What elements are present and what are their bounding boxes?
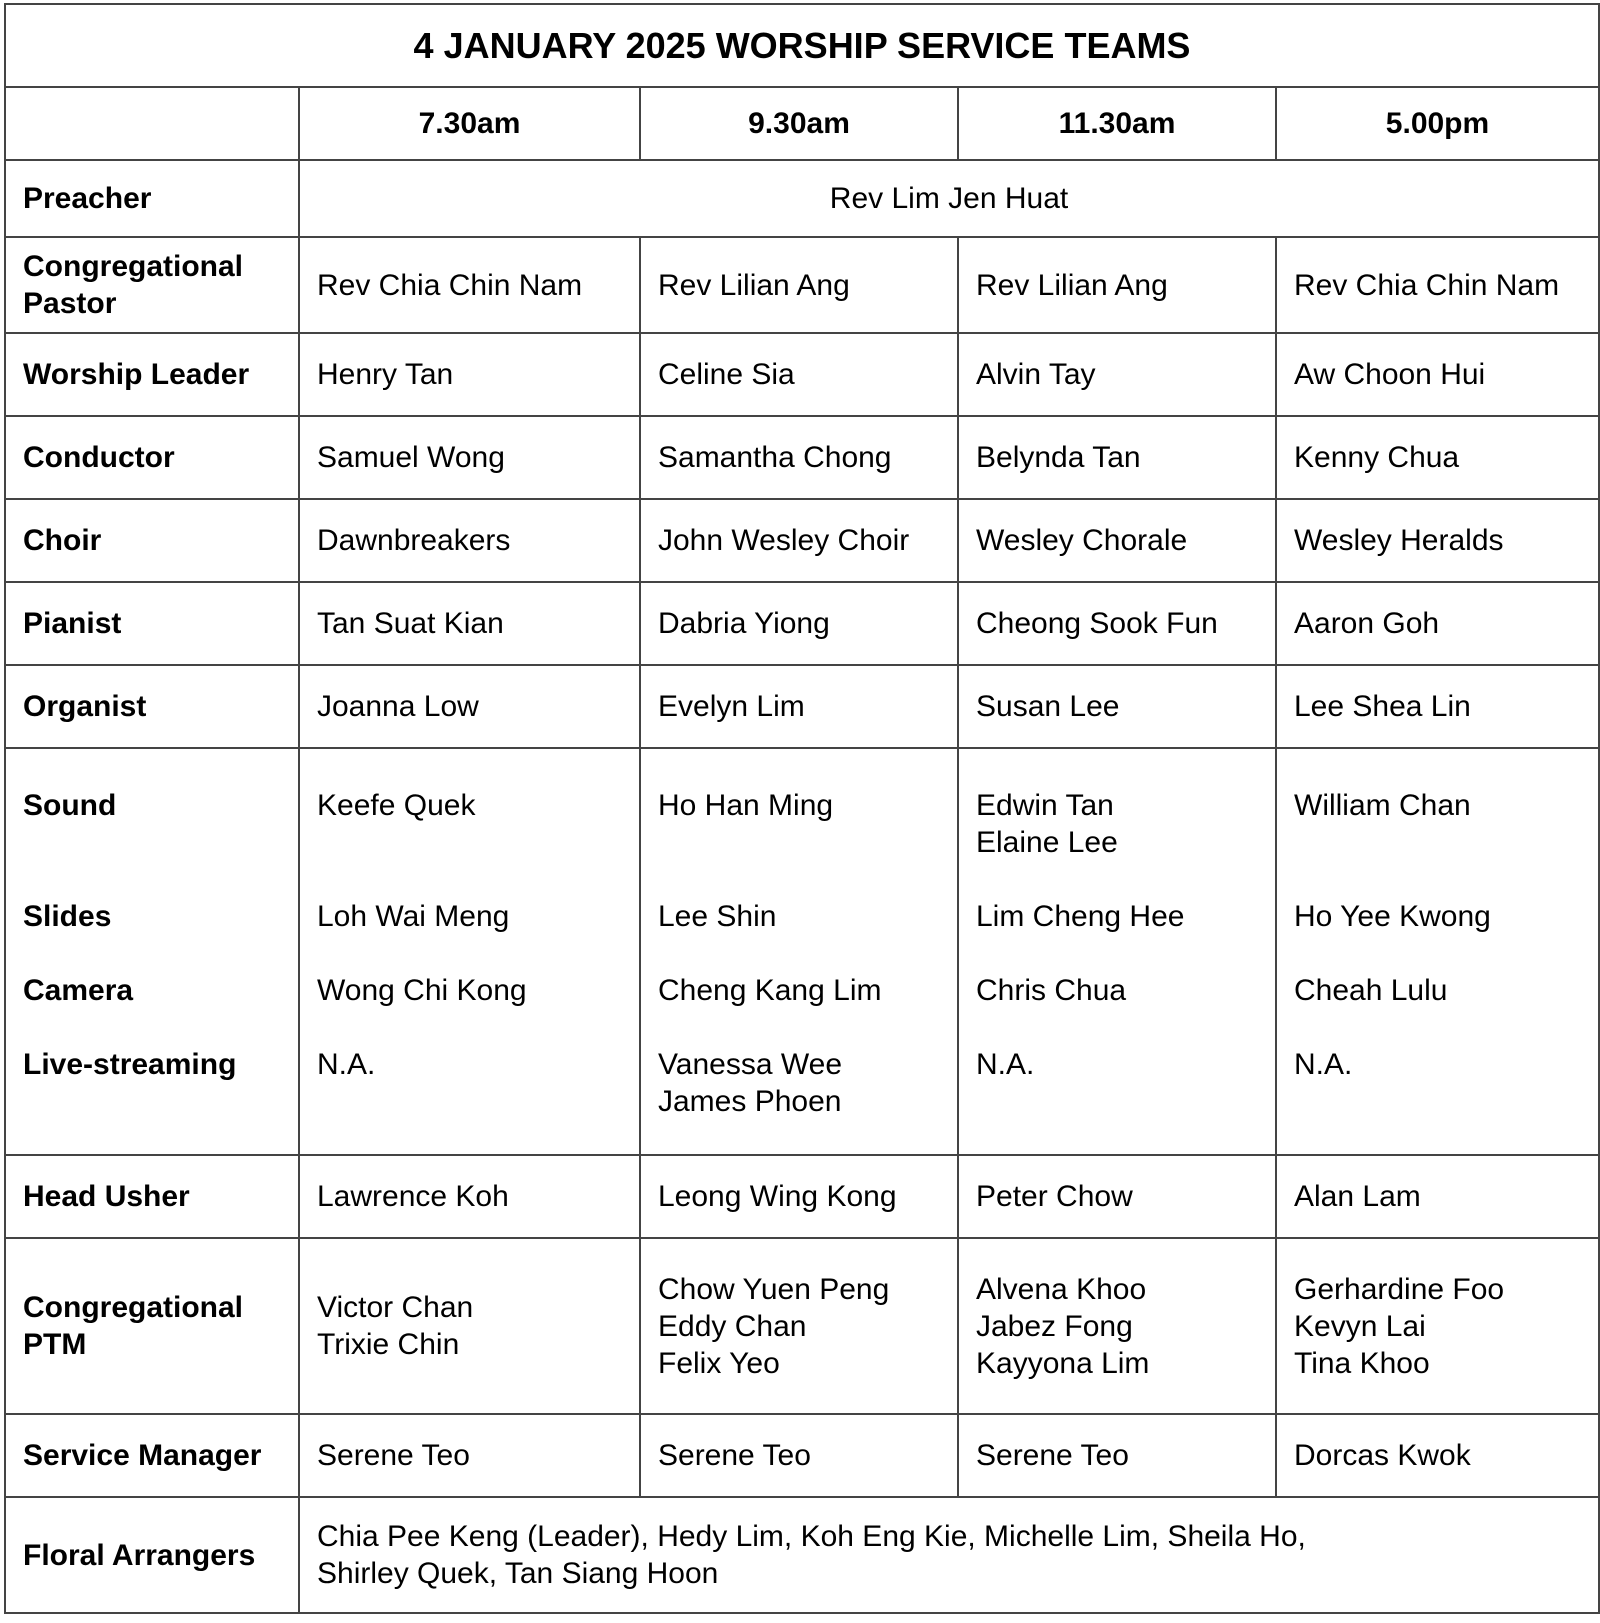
- service-teams-document: [4, 3, 1600, 1614]
- row-label-congregational-pastor: [5, 237, 299, 333]
- tech-1700: [1276, 748, 1599, 1155]
- worship-leader-0930: Celine Sia: [640, 333, 958, 416]
- sound-1130: [976, 787, 1275, 898]
- pianist-0930: Dabria Yiong: [640, 582, 958, 665]
- row-label-floral-arrangers: Floral Arrangers: [5, 1497, 299, 1613]
- time-header-0730: 7.30am: [299, 87, 640, 160]
- sound-0930: [658, 787, 957, 898]
- camera-1130: Chris Chua: [976, 974, 1127, 1007]
- choir-row: [5, 499, 1599, 582]
- ptm-1130: [958, 1238, 1276, 1414]
- worship-leader-1700: Aw Choon Hui: [1276, 333, 1599, 416]
- slides-0730: Loh Wai Meng: [317, 900, 510, 933]
- ptm-0930: [640, 1238, 958, 1414]
- choir-0930: John Wesley Choir: [640, 499, 958, 582]
- ptm-name: Chow Yuen Peng: [658, 1272, 890, 1306]
- time-header-1130: 11.30am: [958, 87, 1276, 160]
- head-usher-1700: Alan Lam: [1276, 1155, 1599, 1238]
- service-manager-0730: Serene Teo: [299, 1414, 640, 1497]
- row-label-camera: Camera: [23, 974, 134, 1007]
- slides-0930: Lee Shin: [658, 900, 777, 933]
- choir-0730: Dawnbreakers: [299, 499, 640, 582]
- time-header-row: [5, 87, 1599, 160]
- ptm-1700: [1276, 1238, 1599, 1414]
- organist-0730: Joanna Low: [299, 665, 640, 748]
- row-label-slides: Slides: [23, 900, 112, 933]
- slides-1130: Lim Cheng Hee: [976, 900, 1185, 933]
- tech-0730: [299, 748, 640, 1155]
- floral-arrangers-row: [5, 1497, 1599, 1613]
- sound-name: Edwin Tan: [976, 789, 1114, 822]
- pastor-1700: Rev Chia Chin Nam: [1276, 237, 1599, 333]
- row-label-choir: Choir: [5, 499, 299, 582]
- row-label-sound: Sound: [23, 789, 117, 822]
- live-name: Vanessa Wee: [658, 1048, 842, 1081]
- choir-1130: Wesley Chorale: [958, 499, 1276, 582]
- ptm-0730: [299, 1238, 640, 1414]
- live-1700: [1294, 1046, 1598, 1083]
- tech-labels-cell: [5, 748, 299, 1155]
- time-header-0930: 9.30am: [640, 87, 958, 160]
- conductor-0730: Samuel Wong: [299, 416, 640, 499]
- ptm-name: Kevyn Lai: [1294, 1309, 1426, 1343]
- service-teams-table: [4, 3, 1600, 1614]
- service-manager-row: [5, 1414, 1599, 1497]
- pastor-0930: Rev Lilian Ang: [640, 237, 958, 333]
- organist-1130: Susan Lee: [958, 665, 1276, 748]
- row-label-worship-leader: Worship Leader: [5, 333, 299, 416]
- row-label-organist: Organist: [5, 665, 299, 748]
- service-manager-1700: Dorcas Kwok: [1276, 1414, 1599, 1497]
- ptm-name: Gerhardine Foo: [1294, 1272, 1505, 1306]
- ptm-name: Tina Khoo: [1294, 1346, 1430, 1380]
- title-row: [5, 4, 1599, 87]
- pianist-1700: Aaron Goh: [1276, 582, 1599, 665]
- label-line: Pastor: [23, 287, 117, 320]
- ptm-name: Jabez Fong: [976, 1309, 1133, 1343]
- sound-0730: [317, 787, 639, 898]
- live-0930: [658, 1046, 957, 1120]
- tech-1130: [958, 748, 1276, 1155]
- page-title: 4 JANUARY 2025 WORSHIP SERVICE TEAMS: [5, 4, 1599, 87]
- service-manager-1130: Serene Teo: [958, 1414, 1276, 1497]
- conductor-1700: Kenny Chua: [1276, 416, 1599, 499]
- floral-arrangers-value: [299, 1497, 1599, 1613]
- tech-team-row: [5, 748, 1599, 1155]
- head-usher-0930: Leong Wing Kong: [640, 1155, 958, 1238]
- ptm-name: Felix Yeo: [658, 1346, 780, 1380]
- choir-1700: Wesley Heralds: [1276, 499, 1599, 582]
- ptm-name: Trixie Chin: [317, 1328, 460, 1361]
- pastor-1130: Rev Lilian Ang: [958, 237, 1276, 333]
- head-usher-1130: Peter Chow: [958, 1155, 1276, 1238]
- sound-name: Keefe Quek: [317, 789, 476, 822]
- slides-1700: Ho Yee Kwong: [1294, 900, 1491, 933]
- tech-0930: [640, 748, 958, 1155]
- live-name: N.A.: [1294, 1048, 1353, 1081]
- row-label-service-manager: Service Manager: [5, 1414, 299, 1497]
- pianist-0730: Tan Suat Kian: [299, 582, 640, 665]
- label-line: Congregational: [23, 250, 244, 283]
- sound-name: Ho Han Ming: [658, 789, 834, 822]
- floral-line: Shirley Quek, Tan Siang Hoon: [317, 1557, 719, 1590]
- sound-name: Elaine Lee: [976, 826, 1118, 859]
- service-manager-0930: Serene Teo: [640, 1414, 958, 1497]
- sound-1700: [1294, 787, 1598, 898]
- ptm-name: Eddy Chan: [658, 1309, 807, 1343]
- row-label-live-streaming: Live-streaming: [23, 1048, 237, 1081]
- conductor-0930: Samantha Chong: [640, 416, 958, 499]
- live-1130: [976, 1046, 1275, 1083]
- camera-1700: Cheah Lulu: [1294, 974, 1448, 1007]
- row-label-conductor: Conductor: [5, 416, 299, 499]
- pianist-1130: Cheong Sook Fun: [958, 582, 1276, 665]
- time-header-1700: 5.00pm: [1276, 87, 1599, 160]
- live-name: N.A.: [317, 1048, 376, 1081]
- live-0730: [317, 1046, 639, 1083]
- ptm-name: Victor Chan: [317, 1291, 474, 1324]
- camera-0930: Cheng Kang Lim: [658, 974, 882, 1007]
- congregational-pastor-row: [5, 237, 1599, 333]
- organist-0930: Evelyn Lim: [640, 665, 958, 748]
- camera-0730: Wong Chi Kong: [317, 974, 527, 1007]
- organist-row: [5, 665, 1599, 748]
- row-label-congregational-ptm: [5, 1238, 299, 1414]
- row-label-pianist: Pianist: [5, 582, 299, 665]
- organist-1700: Lee Shea Lin: [1276, 665, 1599, 748]
- head-usher-0730: Lawrence Koh: [299, 1155, 640, 1238]
- floral-line: Chia Pee Keng (Leader), Hedy Lim, Koh Eng Kie, Michelle Lim, Sheila Ho,: [317, 1520, 1306, 1553]
- live-name: James Phoen: [658, 1085, 842, 1118]
- conductor-1130: Belynda Tan: [958, 416, 1276, 499]
- empty-corner-cell: [5, 87, 299, 160]
- label-line: PTM: [23, 1328, 87, 1361]
- label-line: Congregational: [23, 1291, 244, 1324]
- pastor-0730: Rev Chia Chin Nam: [299, 237, 640, 333]
- sound-name: William Chan: [1294, 789, 1471, 822]
- conductor-row: [5, 416, 1599, 499]
- preacher-value: Rev Lim Jen Huat: [299, 160, 1599, 237]
- congregational-ptm-row: [5, 1238, 1599, 1414]
- ptm-name: Kayyona Lim: [976, 1346, 1150, 1380]
- head-usher-row: [5, 1155, 1599, 1238]
- pianist-row: [5, 582, 1599, 665]
- row-label-preacher: Preacher: [5, 160, 299, 237]
- ptm-name: Alvena Khoo: [976, 1272, 1147, 1306]
- worship-leader-row: [5, 333, 1599, 416]
- preacher-row: [5, 160, 1599, 237]
- worship-leader-1130: Alvin Tay: [958, 333, 1276, 416]
- live-name: N.A.: [976, 1048, 1035, 1081]
- worship-leader-0730: Henry Tan: [299, 333, 640, 416]
- row-label-head-usher: Head Usher: [5, 1155, 299, 1238]
